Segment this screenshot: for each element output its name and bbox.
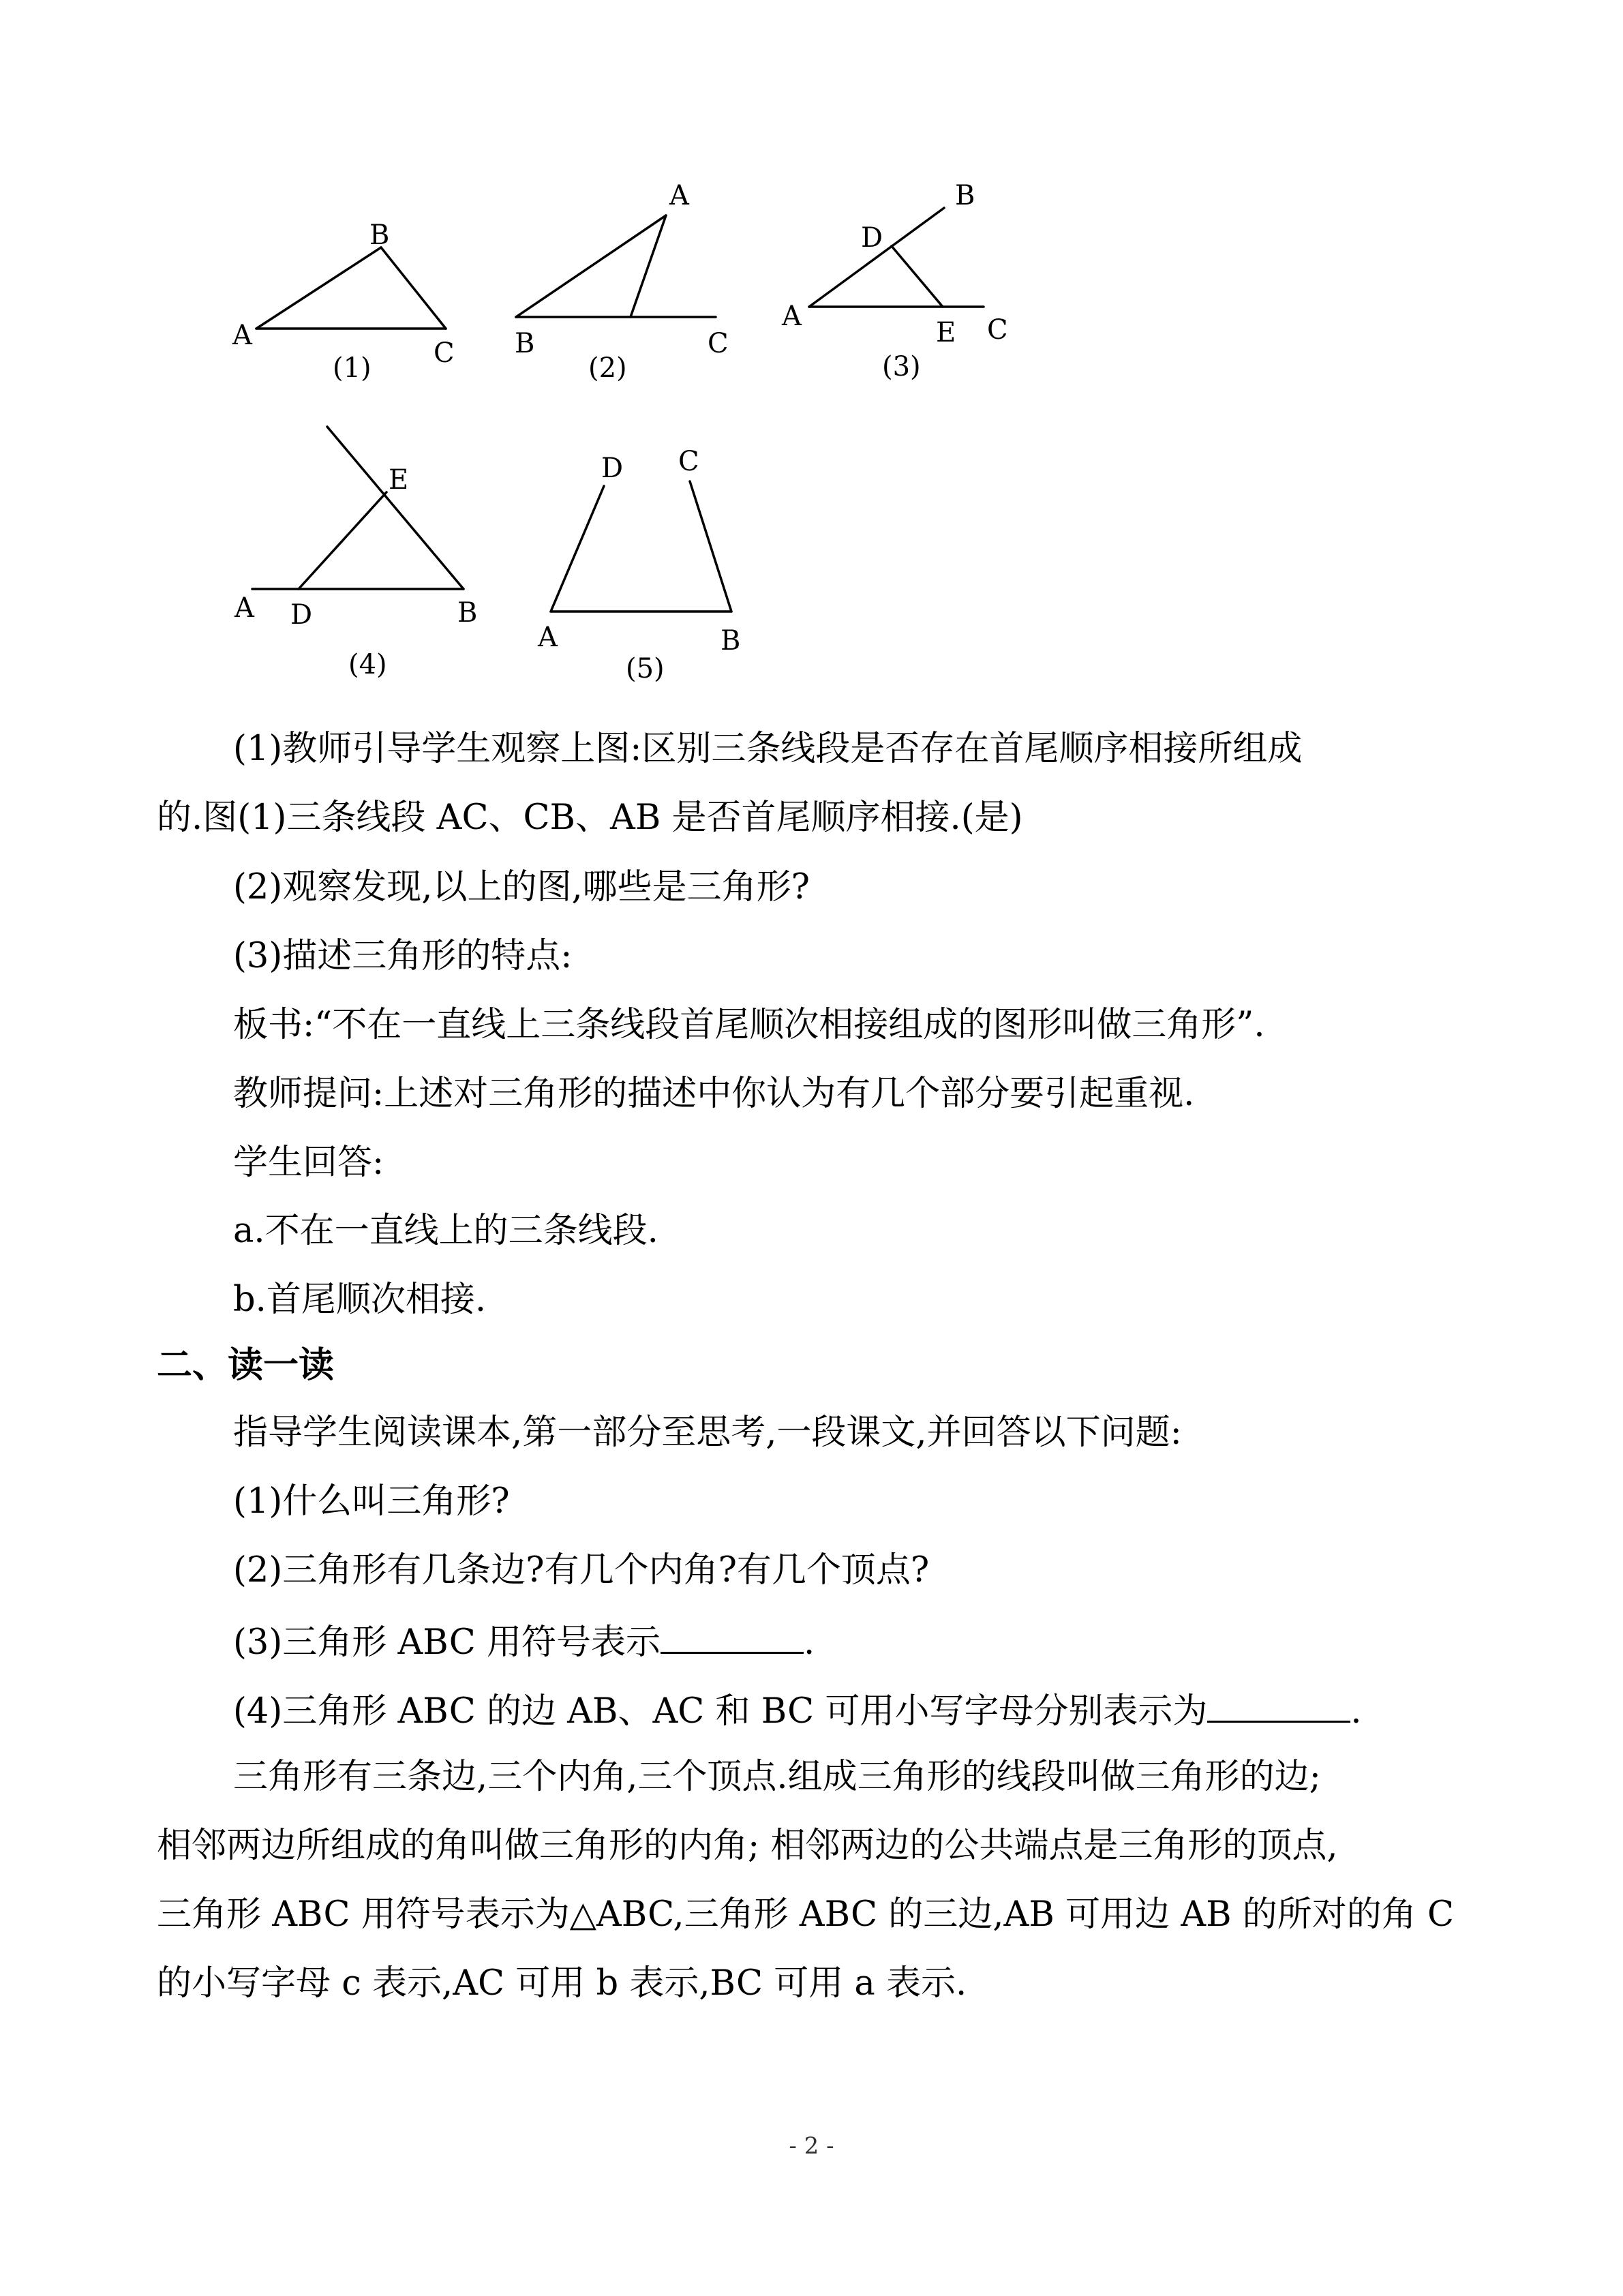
figure-2 [515,180,729,384]
paragraph-3: (3)描述三角形的特点: [233,936,573,976]
fig4-label-a: A [234,592,254,624]
fig1-segment-bc [381,247,446,329]
summary-line-3: 三角形 ABC 用符号表示为△ABC,三角形 ABC 的三边,AB 可用边 AB 的所对的角 C [157,1894,1454,1935]
fig5-label-b: B [721,625,741,656]
fig2-label-a: A [669,180,689,211]
fig1-label-b: B [369,220,390,251]
fig5-label-d: D [601,453,624,484]
fig4-label-e: E [389,464,409,496]
summary-line-2: 相邻两边所组成的角叫做三角形的内角; 相邻两边的公共端点是三角形的顶点, [157,1826,1338,1866]
question-4-answer-blank[interactable] [1207,1691,1350,1723]
fig4-segment-eb [327,427,464,589]
fig5-segment-ad [551,486,604,611]
fig5-segment-bc [690,481,731,611]
fig4-caption: (4) [348,649,387,680]
fig1-caption: (1) [333,352,371,384]
fig4-label-d: D [290,599,313,631]
figure-3 [781,180,1008,382]
paragraph-4: 板书:“不在一直线上三条线段首尾顺次相接组成的图形叫做三角形”. [233,1005,1265,1045]
question-3-text: (3)三角形 ABC 用符号表示 [233,1622,661,1663]
fig3-label-d: D [861,222,883,254]
page-number: - 2 - [789,2132,834,2160]
question-1: (1)什么叫三角形? [233,1481,510,1522]
fig2-segment-a-base [631,215,666,317]
question-4-end: . [1350,1691,1362,1732]
fig3-label-a: A [782,301,802,332]
question-3-answer-blank[interactable] [661,1622,804,1654]
fig2-label-c: C [708,328,729,359]
paragraph-6: 学生回答: [233,1143,384,1183]
figure-5 [537,446,740,684]
fig3-label-b: B [955,180,975,211]
fig1-segment-ab [256,247,381,329]
fig5-label-c: C [678,446,699,477]
summary-line-4: 的小写字母 c 表示,AC 可用 b 表示,BC 可用 a 表示. [157,1963,967,2004]
question-3-end: . [803,1622,815,1663]
fig3-caption: (3) [882,351,921,382]
fig3-label-c: C [987,314,1008,346]
fig4-label-b: B [457,597,478,629]
paragraph-2: (2)观察发现,以上的图,哪些是三角形? [233,867,810,907]
fig2-caption: (2) [588,352,627,384]
paragraph-1-line-2: 的.图(1)三条线段 AC、CB、AB 是否首尾顺序相接.(是) [157,798,1023,838]
figure-1 [232,220,455,384]
paragraph-5: 教师提问:上述对三角形的描述中你认为有几个部分要引起重视. [233,1074,1195,1114]
question-4 [233,1691,1362,1732]
fig5-caption: (5) [626,653,665,684]
fig3-label-e: E [936,317,956,348]
fig2-segment-ba [516,215,666,317]
figure-4 [234,427,477,680]
paragraph-1-line-1: (1)教师引导学生观察上图:区别三条线段是否存在首尾顺序相接所组成 [233,729,1303,769]
question-3 [233,1622,815,1663]
geometry-figures [0,0,1623,723]
fig4-segment-de [299,492,386,589]
fig1-label-c: C [434,337,455,369]
summary-line-1: 三角形有三条边,三个内角,三个顶点.组成三角形的线段叫做三角形的边; [233,1757,1321,1797]
section-2-intro: 指导学生阅读课本,第一部分至思考,一段课文,并回答以下问题: [233,1413,1182,1453]
question-4-text: (4)三角形 ABC 的边 AB、AC 和 BC 可用小写字母分别表示为 [233,1691,1208,1732]
paragraph-8: b.首尾顺次相接. [233,1280,487,1320]
fig5-label-a: A [538,622,558,653]
paragraph-7: a.不在一直线上的三条线段. [233,1211,658,1251]
question-2: (2)三角形有几条边?有几个内角?有几个顶点? [233,1550,930,1590]
section-2-heading: 二、读一读 [157,1345,335,1386]
fig2-label-b: B [515,328,535,359]
fig1-label-a: A [232,320,252,351]
fig3-segment-de [892,246,943,307]
